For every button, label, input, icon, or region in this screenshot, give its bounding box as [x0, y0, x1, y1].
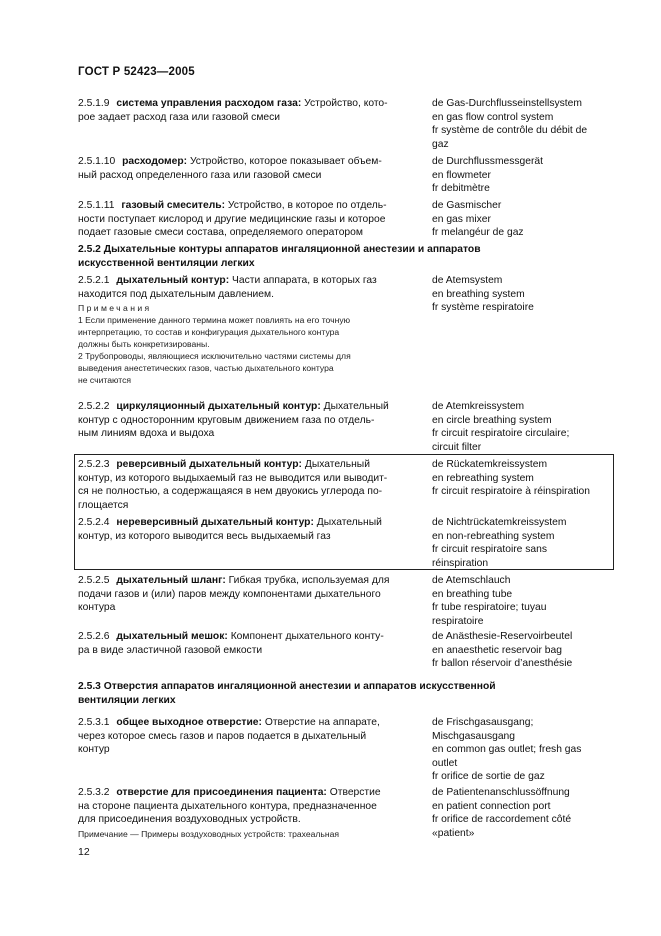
term-definition: 2.5.2.3 реверсивный дыхательный контур: Дыхательный контур, из которого выдыхаемый газ не выводится или выводит- ся не полностью, а содержащаяся в нем двуокись углерода по- глощается — [78, 459, 388, 511]
term-name: система управления расходом газа: — [116, 98, 302, 109]
term-definition: 2.5.2.1 дыхательный контур: Части аппарата, в которых газ находится под дыхательным давлением. Примечания 1 Если применение данного термина может повлиять на его точную интерпретацию, то состав и конфигурация дыхательного контура должны быть конкретизированы. 2 Трубопроводы, являющиеся исключительно частями системы для выведения анестетических газов, частью дыхательного контура не считаются — [78, 274, 416, 386]
notes: Примечания 1 Если применение данного термина может повлиять на его точную интерпретацию, то состав и конфигурация дыхательного контура должны быть конкретизированы. 2 Трубопроводы, являющиеся исключительно частями системы для выведения анестетических газов, частью дыхательного контура не считаются — [78, 302, 416, 386]
term-definition: 2.5.2.4 нереверсивный дыхательный контур: Дыхательный контур, из которого выводится весь выдыхаемый газ — [78, 517, 382, 542]
term-definition: 2.5.3.1 общее выходное отверстие: Отверстие на аппарате, через которое смесь газов и паров подается в дыхательный контур — [78, 717, 380, 755]
foreign-equivalents: de Patientenanschlussöffnung en patient connection port fr orifice de raccordement côté «patient» — [432, 787, 572, 839]
term-number: 2.5.2.1 — [78, 275, 110, 286]
term-number: 2.5.1.9 — [78, 98, 110, 109]
term-definition: 2.5.1.10 расходомер: Устройство, которое показывает объем- ный расход определенного газа или газовой смеси — [78, 156, 382, 181]
foreign-equivalents: de Anästhesie-Reservoirbeutel en anaesthetic reservoir bag fr ballon réservoir d’anesthésie — [432, 631, 573, 669]
term-definition: 2.5.1.9 система управления расходом газа: Устройство, кото- рое задает расход газа или газовой смеси — [78, 98, 388, 123]
term-number: 2.5.1.10 — [78, 156, 116, 167]
term-name: газовый смеситель: — [121, 200, 225, 211]
term-name: общее выходное отверстие: — [116, 717, 262, 728]
term-definition: 2.5.2.5 дыхательный шланг: Гибкая трубка, используемая для подачи газов и (или) паров между компонентами дыхательного контура — [78, 575, 390, 613]
foreign-equivalents: de Frischgasausgang; Mischgasausgang en common gas outlet; fresh gas outlet fr orifice de sortie de gaz — [432, 717, 582, 782]
term-definition: 2.5.3.2 отверстие для присоединения пациента: Отверстие на стороне пациента дыхательного контура, предназначенное для присоединения воздуховодных устройств. Примечание — Примеры воздуховодных устройств: трахеальная — [78, 786, 416, 840]
term-number: 2.5.3.2 — [78, 787, 110, 798]
term-number: 2.5.2.2 — [78, 401, 110, 412]
term-name: расходомер: — [122, 156, 188, 167]
section-heading: 2.5.3 Отверстия аппаратов ингаляционной анестезии и аппаратов искусственной вентиляции легких — [78, 681, 496, 706]
term-name: реверсивный дыхательный контур: — [116, 459, 302, 470]
term-name: нереверсивный дыхательный контур: — [116, 517, 314, 528]
foreign-equivalents: de Atemschlauch en breathing tube fr tube respiratoire; tuyau respiratoire — [432, 575, 547, 627]
section-heading: 2.5.2 Дыхательные контуры аппаратов ингаляционной анестезии и аппаратов искусственной вентиляции легких — [78, 244, 481, 269]
term-number: 2.5.2.4 — [78, 517, 110, 528]
term-name: циркуляционный дыхательный контур: — [116, 401, 321, 412]
term-definition: 2.5.2.6 дыхательный мешок: Компонент дыхательного конту- ра в виде эластичной газовой емкости — [78, 631, 384, 656]
foreign-equivalents: de Gas-Durchflusseinstellsystem en gas flow control system fr système de contrôle du débit de gaz — [432, 98, 588, 150]
term-number: 2.5.2.5 — [78, 575, 110, 586]
term-number: 2.5.2.6 — [78, 631, 110, 642]
term-name: дыхательный мешок: — [116, 631, 228, 642]
foreign-equivalents: de Nichtrückatemkreissystem en non-rebreathing system fr circuit respiratoire sans réinspiration — [432, 517, 567, 569]
foreign-equivalents: de Atemsystem en breathing system fr système respiratoire — [432, 275, 534, 313]
foreign-equivalents: de Atemkreissystem en circle breathing system fr circuit respiratoire circulaire; circuit filter — [432, 401, 570, 453]
term-number: 2.5.3.1 — [78, 717, 110, 728]
notes-label: Примечания — [78, 303, 152, 313]
term-name: дыхательный шланг: — [116, 575, 226, 586]
term-name: дыхательный контур: — [116, 275, 230, 286]
term-definition: 2.5.2.2 циркуляционный дыхательный контур: Дыхательный контур с односторонним круговым движением газа по отдель- ным линиям вдоха и выдоха — [78, 401, 389, 439]
foreign-equivalents: de Gasmischer en gas mixer fr melangéur de gaz — [432, 200, 524, 238]
term-name: отверстие для присоединения пациента: — [116, 787, 327, 798]
term-definition: 2.5.1.11 газовый смеситель: Устройство, в которое по отдель- ности поступает кислород и другие медицинские газы и которое подает газовые смеси состава, определяемого оператором — [78, 200, 387, 238]
term-number: 2.5.1.11 — [78, 200, 115, 211]
final-note: Примечание — Примеры воздуховодных устройств: трахеальная — [78, 828, 340, 839]
foreign-equivalents: de Rückatemkreissystem en rebreathing system fr circuit respiratoire à réinspiration — [432, 459, 590, 497]
term-number: 2.5.2.3 — [78, 459, 110, 470]
foreign-equivalents: de Durchflussmessgerät en flowmeter fr debitmètre — [432, 156, 544, 194]
page-number: 12 — [78, 846, 90, 858]
document-header: ГОСТ Р 52423—2005 — [78, 66, 195, 78]
